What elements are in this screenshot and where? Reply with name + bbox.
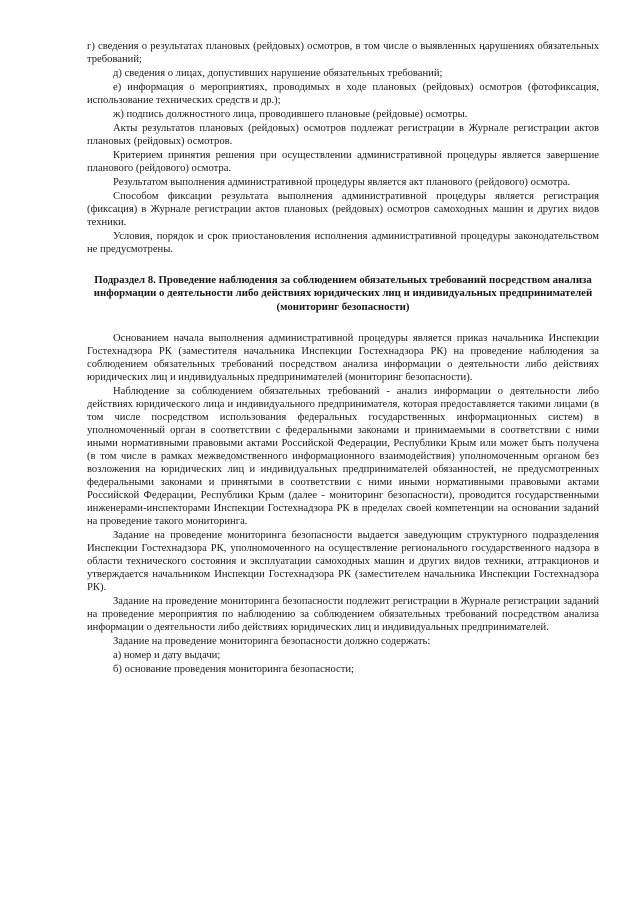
- acts-registration-paragraph: Акты результатов плановых (рейдовых) осмотров подлежат регистрации в Журнале регистрации актов плановых (рейдовых) осмотров.: [87, 123, 599, 147]
- decision-criterion-paragraph: Критерием принятия решения при осуществлении административной процедуры является завершение планового (рейдового) осмотра.: [87, 150, 599, 174]
- item-e: е) информация о мероприятиях, проводимых в ходе плановых (рейдовых) осмотров (фотофиксация, использование технических средств и др.);: [87, 82, 599, 106]
- item-d: д) сведения о лицах, допустивших нарушение обязательных требований;: [113, 68, 443, 79]
- observation-definition-paragraph: Наблюдение за соблюдением обязательных требований - анализ информации о деятельности либо действиях юридического лица и индивидуального предпринимателя, которая предоставляется такими лицами (в том числе посредством использования федеральных государственных информационных систем) в уполномоченный орган в соответствии с федеральными законами и принимаемыми в соответствии с ними иными нормативными правовыми актами Российской Федерации, Республики Крым или может быть получена (в том числе в рамках межведомственного информационного взаимодействия) уполномоченным органом без возложения на юридических лиц и индивидуальных предпринимателей обязанностей, не предусмотренных федеральными законами и принятыми в соответствии с ними иными нормативными правовыми актами Российской Федерации, Республики Крым (далее - мониторинг безопасности), проводится государственными инженерами-инспекторами Инспекции Гостехнадзора РК в пределах своей компетенции на основании заданий на проведение такого мониторинга.: [87, 386, 599, 528]
- task-contents-intro: Задание на проведение мониторинга безопасности должно содержать:: [113, 636, 431, 648]
- document-page: [87, 40, 599, 677]
- result-paragraph: Результатом выполнения административной процедуры является акт планового (рейдового) осмотра.: [113, 177, 571, 188]
- list-item-a: а) номер и дату выдачи;: [113, 650, 221, 662]
- fixation-method-paragraph: Способом фиксации результата выполнения административной процедуры является регистрация (фиксация) в Журнале регистрации актов плановых (рейдовых) осмотров самоходных машин и других видов техники.: [87, 191, 599, 228]
- item-g: г) сведения о результатах плановых (рейдовых) осмотров, в том числе о выявленных нарушениях обязательных требований;: [87, 41, 599, 65]
- suspension-conditions-paragraph: Условия, порядок и срок приостановления исполнения административной процедуры законодательством не предусмотрены.: [87, 231, 599, 255]
- task-registration-paragraph: Задание на проведение мониторинга безопасности подлежит регистрации в Журнале регистрации заданий на проведение мероприятия по наблюдению за соблюдением обязательных требований посредством анализа информации о деятельности либо действиях юридических лиц и индивидуальных предпринимателей.: [87, 596, 599, 634]
- list-item-b: б) основание проведения мониторинга безопасности;: [113, 664, 354, 676]
- section-heading: Подраздел 8. Проведение наблюдения за соблюдением обязательных требований посредством анализа информации о деятельности либо действиях юридических лиц и индивидуальных предпринимателей (мониторинг безопасности): [93, 274, 593, 313]
- basis-paragraph: Основанием начала выполнения административной процедуры является приказ начальника Инспекции Гостехнадзора РК (заместителя начальника Инспекции Гостехнадзора РК) на проведение наблюдения за соблюдением обязательных требований посредством анализа информации о деятельности либо действиях юридических лиц и индивидуальных предпринимателей (мониторинг безопасности).: [87, 333, 599, 384]
- item-zh: ж) подпись должностного лица, проводившего плановые (рейдовые) осмотры.: [113, 109, 468, 120]
- task-issuance-paragraph: Задание на проведение мониторинга безопасности выдается заведующим структурного подразделения Инспекции Гостехнадзора РК, уполномоченного на осуществление регионального государственного надзора в области технического состояния и эксплуатации самоходных машин и других видов техники, аттракционов и утверждается начальником Инспекции Гостехнадзора РК (заместителем начальника Инспекции Гостехнадзора РК).: [87, 530, 599, 594]
